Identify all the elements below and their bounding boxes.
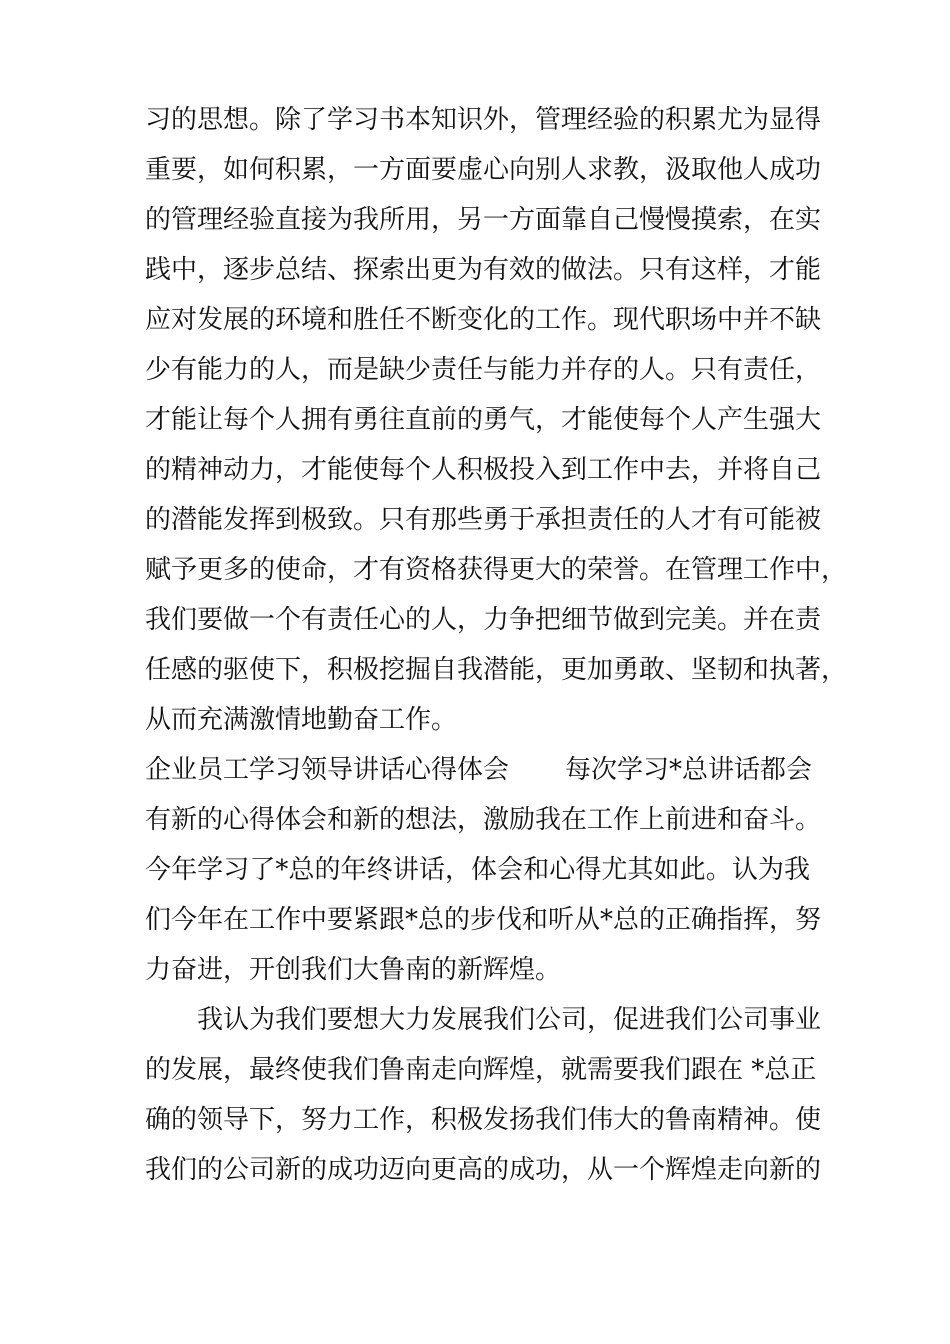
paragraph-1-line: 习的思想。除了学习书本知识外，管理经验的积累尤为显得 [145, 105, 822, 135]
paragraph-1-line: 从而充满激情地勤奋工作。 [145, 705, 458, 735]
paragraph-1-line: 应对发展的环境和胜任不断变化的工作。现代职场中并不缺 [145, 305, 822, 335]
paragraph-2-line: 们今年在工作中要紧跟*总的步伐和听从*总的正确指挥，努 [145, 905, 822, 935]
paragraph-1-line: 的精神动力，才能使每个人积极投入到工作中去，并将自己 [145, 455, 822, 485]
paragraph-1-line: 我们要做一个有责任心的人，力争把细节做到完美。并在责 [145, 605, 822, 635]
paragraph-1-line: 少有能力的人，而是缺少责任与能力并存的人。只有责任， [145, 355, 822, 385]
section-heading-line [145, 745, 813, 795]
paragraph-3-line: 我认为我们要想大力发展我们公司，促进我们公司事业 [197, 1005, 822, 1035]
paragraph-1-line: 重要，如何积累，一方面要虚心向别人求教，汲取他人成功 [145, 155, 822, 185]
paragraph-1-line: 践中，逐步总结、探索出更为有效的做法。只有这样，才能 [145, 255, 822, 285]
paragraph-3-line: 我们的公司新的成功迈向更高的成功，从一个辉煌走向新的 [145, 1155, 822, 1185]
paragraph-1-line: 任感的驱使下，积极挖掘自我潜能，更加勇敢、坚韧和执著， [145, 655, 848, 685]
paragraph-1-line: 的潜能发挥到极致。只有那些勇于承担责任的人才有可能被 [145, 505, 822, 535]
section-title: 企业员工学习领导讲话心得体会 [145, 755, 510, 785]
paragraph-2-line: 有新的心得体会和新的想法，激励我在工作上前进和奋斗。 [145, 805, 822, 835]
paragraph-2-line: 力奋进，开创我们大鲁南的新辉煌。 [145, 955, 562, 985]
paragraph-3-line: 确的领导下，努力工作，积极发扬我们伟大的鲁南精神。使 [145, 1105, 822, 1135]
paragraph-2-line: 今年学习了*总的年终讲话，体会和心得尤其如此。认为我 [145, 855, 810, 885]
section-first-line-text: 每次学习*总讲话都会 [565, 755, 813, 785]
paragraph-1-line: 赋予更多的使命，才有资格获得更大的荣誉。在管理工作中， [145, 555, 848, 585]
document-body [145, 95, 848, 1195]
paragraph-3-line: 的发展，最终使我们鲁南走向辉煌，就需要我们跟在 *总正 [145, 1055, 817, 1085]
paragraph-1-line: 的管理经验直接为我所用，另一方面靠自己慢慢摸索，在实 [145, 205, 822, 235]
paragraph-1-line: 才能让每个人拥有勇往直前的勇气，才能使每个人产生强大 [145, 405, 822, 435]
